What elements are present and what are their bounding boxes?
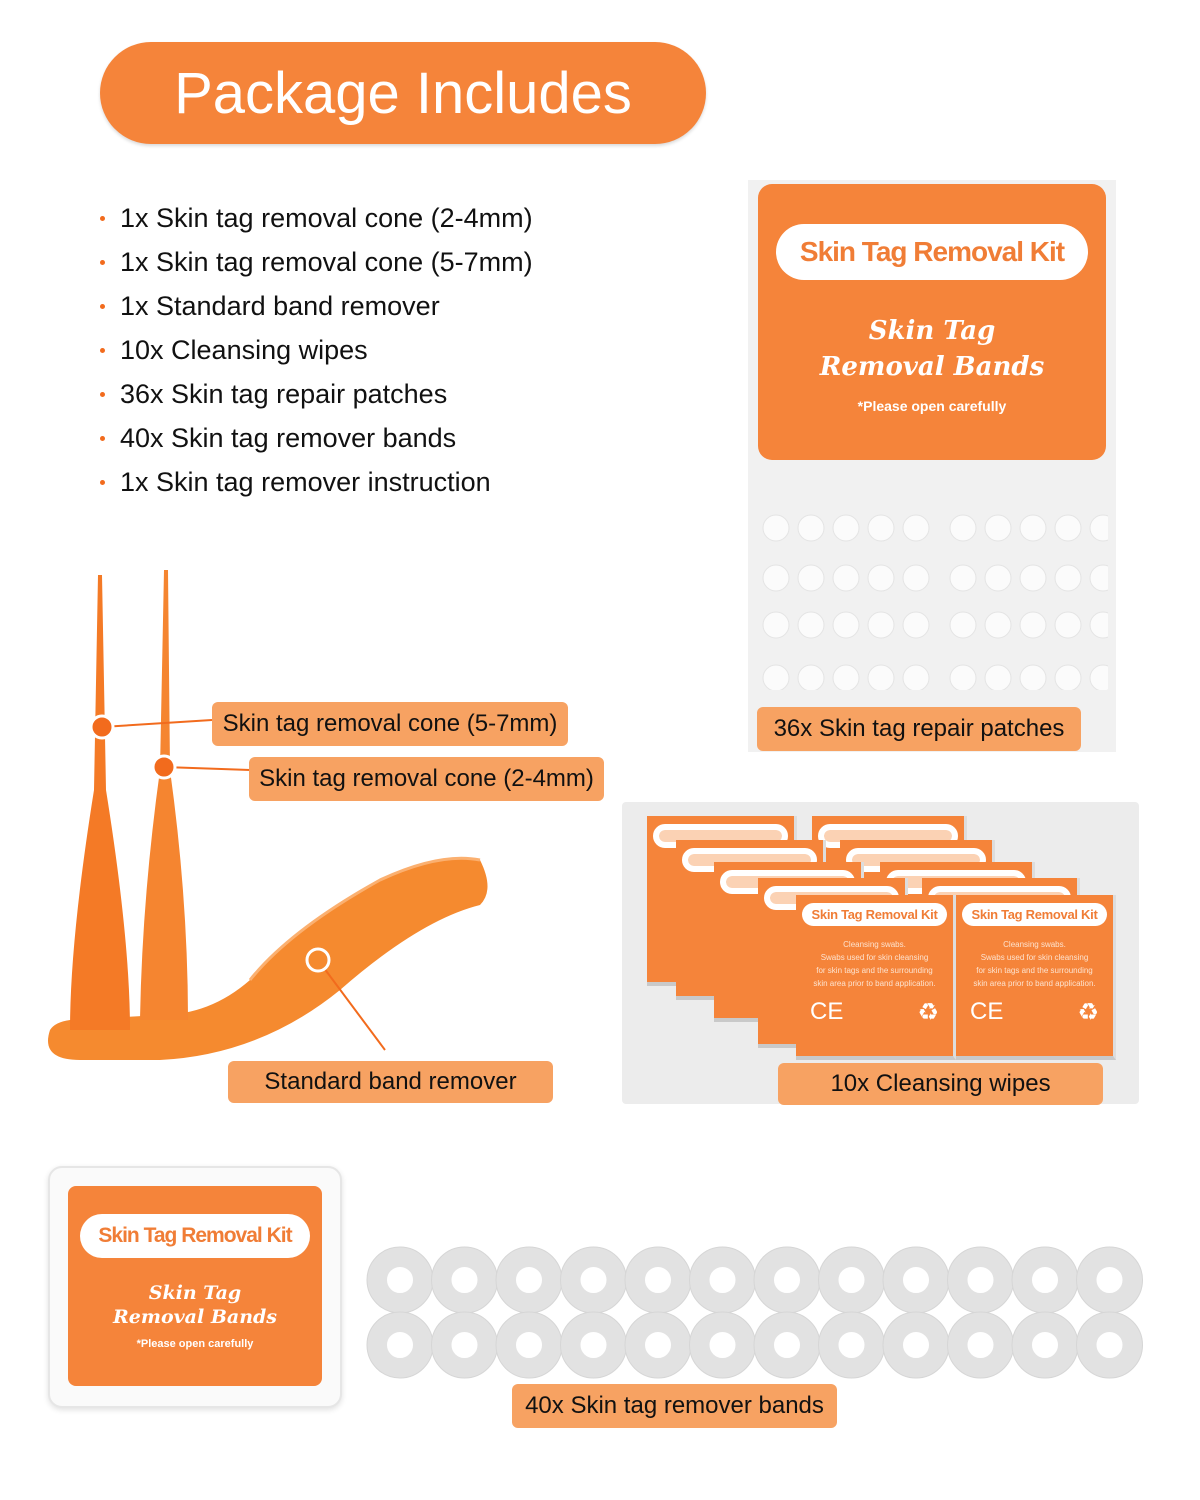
wipe-packet-front: Skin Tag Removal Kit Cleansing swabs. Swabs used for skin cleansing for skin tags and the surrounding skin area prior to band application. CE ♻	[956, 895, 1116, 1060]
remover-band	[442, 1322, 488, 1368]
repair-patch	[950, 515, 976, 541]
repair-patch	[1055, 515, 1081, 541]
page-title: Package Includes	[100, 42, 706, 144]
repair-patch	[798, 665, 824, 690]
remover-band	[442, 1257, 488, 1303]
kit-line1: Skin Tag	[148, 1282, 242, 1304]
kit-note: *Please open carefully	[857, 398, 1007, 414]
kit-line2: Removal Bands	[112, 1306, 277, 1328]
repair-patch	[833, 612, 859, 638]
repair-patch	[868, 565, 894, 591]
repair-patch	[833, 565, 859, 591]
repair-patch	[1020, 565, 1046, 591]
repair-patch	[1020, 612, 1046, 638]
repair-patch	[950, 612, 976, 638]
repair-patch	[1090, 515, 1108, 541]
remover-band	[1022, 1322, 1068, 1368]
remover-band	[829, 1257, 875, 1303]
remover-band	[571, 1257, 617, 1303]
remover-band	[893, 1257, 939, 1303]
repair-patch	[868, 515, 894, 541]
repair-patch	[763, 565, 789, 591]
repair-patch	[868, 612, 894, 638]
repair-patch	[798, 612, 824, 638]
ce-mark: CE	[970, 998, 1004, 1025]
cone-large	[70, 575, 130, 1030]
remover-band	[1087, 1257, 1133, 1303]
recycle-icon: ♻	[917, 999, 939, 1026]
remover-band	[764, 1257, 810, 1303]
wipe-brand: Skin Tag Removal Kit	[962, 903, 1107, 926]
remover-band	[506, 1257, 552, 1303]
package-contents-list	[100, 196, 533, 504]
kit-note: *Please open carefully	[136, 1338, 254, 1350]
list-item: 1x Skin tag remover instruction	[100, 460, 533, 504]
remover-band	[377, 1322, 423, 1368]
repair-patch	[763, 612, 789, 638]
remover-band	[764, 1322, 810, 1368]
list-item: 40x Skin tag remover bands	[100, 416, 533, 460]
repair-patch	[1055, 612, 1081, 638]
ce-mark: CE	[810, 998, 844, 1025]
remover-band	[958, 1257, 1004, 1303]
callout-patches: 36x Skin tag repair patches	[757, 707, 1081, 751]
repair-patch	[950, 565, 976, 591]
remover-band	[1022, 1257, 1068, 1303]
repair-patch	[950, 665, 976, 690]
list-item: 1x Skin tag removal cone (5-7mm)	[100, 240, 533, 284]
repair-patch	[868, 665, 894, 690]
remover-band	[829, 1322, 875, 1368]
remover-band	[377, 1257, 423, 1303]
repair-patch	[903, 612, 929, 638]
remover-band	[1087, 1322, 1133, 1368]
kit-card	[68, 1186, 322, 1386]
cone-small	[140, 570, 188, 1020]
kit-brand: Skin Tag Removal Kit	[80, 1214, 310, 1258]
callout-remover: Standard band remover	[228, 1061, 553, 1103]
recycle-icon: ♻	[1077, 999, 1099, 1026]
repair-patch	[985, 665, 1011, 690]
wipe-brand: Skin Tag Removal Kit	[802, 903, 947, 926]
repair-patch	[985, 515, 1011, 541]
kit-brand: Skin Tag Removal Kit	[776, 224, 1088, 280]
repair-patch	[1055, 665, 1081, 690]
repair-patch	[763, 665, 789, 690]
kit-card	[758, 184, 1106, 460]
repair-patch	[1020, 665, 1046, 690]
remover-band	[571, 1322, 617, 1368]
bands-case	[48, 1166, 342, 1408]
remover-band	[506, 1322, 552, 1368]
repair-patch	[985, 565, 1011, 591]
wipe-packet-front: Skin Tag Removal Kit Cleansing swabs. Swabs used for skin cleansing for skin tags and the surrounding skin area prior to band application. CE ♻	[796, 895, 956, 1060]
patches-grid	[758, 510, 1108, 690]
callout-cone-small: Skin tag removal cone (2-4mm)	[249, 757, 604, 801]
repair-patch	[833, 665, 859, 690]
repair-patch	[903, 515, 929, 541]
cones-and-remover-illustration	[40, 560, 510, 1080]
list-item: 10x Cleansing wipes	[100, 328, 533, 372]
remover-band	[635, 1322, 681, 1368]
kit-line2: Removal Bands	[819, 352, 1045, 382]
repair-patch	[1055, 565, 1081, 591]
repair-patch	[763, 515, 789, 541]
repair-patch	[903, 665, 929, 690]
repair-patch	[1020, 515, 1046, 541]
repair-patch	[985, 612, 1011, 638]
list-item: 1x Skin tag removal cone (2-4mm)	[100, 196, 533, 240]
kit-line1: Skin Tag	[868, 316, 996, 346]
list-item: 36x Skin tag repair patches	[100, 372, 533, 416]
repair-patch	[1090, 565, 1108, 591]
repair-patch	[798, 565, 824, 591]
callout-wipes: 10x Cleansing wipes	[778, 1063, 1103, 1105]
remover-band	[700, 1257, 746, 1303]
remover-band	[958, 1322, 1004, 1368]
callout-bands: 40x Skin tag remover bands	[512, 1384, 837, 1428]
repair-patch	[833, 515, 859, 541]
repair-patch	[903, 565, 929, 591]
remover-band	[635, 1257, 681, 1303]
list-item: 1x Standard band remover	[100, 284, 533, 328]
remover-band	[700, 1322, 746, 1368]
remover-band	[893, 1322, 939, 1368]
bands-grid	[365, 1245, 1155, 1380]
callout-cone-large: Skin tag removal cone (5-7mm)	[212, 702, 568, 746]
repair-patches-box	[748, 180, 1116, 752]
repair-patch	[1090, 612, 1108, 638]
repair-patch	[798, 515, 824, 541]
repair-patch	[1090, 665, 1108, 690]
